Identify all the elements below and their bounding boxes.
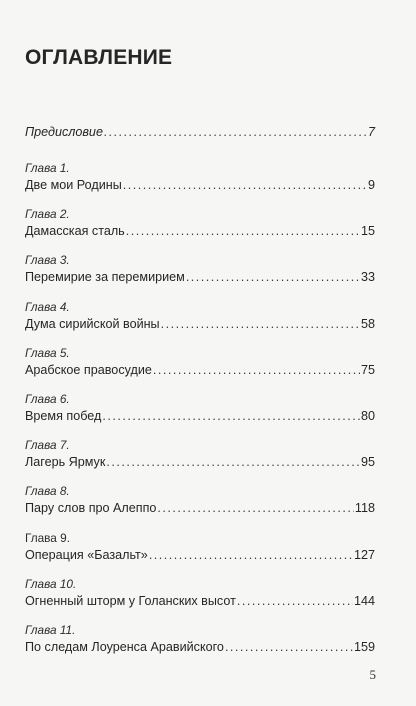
dot-leader bbox=[153, 361, 360, 379]
toc-entry-chapter-4 bbox=[25, 299, 375, 345]
entry-page: 58 bbox=[360, 316, 375, 331]
entry-page: 75 bbox=[360, 362, 375, 377]
dot-leader bbox=[149, 546, 353, 564]
toc-line bbox=[25, 315, 375, 333]
toc-entry-preface bbox=[25, 123, 375, 160]
entry-title: Лагерь Ярмук bbox=[25, 455, 106, 470]
chapter-label: Глава 9. bbox=[25, 530, 70, 545]
entry-title: Две мои Родины bbox=[25, 178, 122, 192]
toc-entry-chapter-6 bbox=[25, 391, 375, 437]
chapter-label: Глава 7. bbox=[25, 438, 70, 453]
entry-page: 80 bbox=[360, 408, 375, 423]
toc-entry-chapter-10 bbox=[25, 576, 375, 622]
toc-entry-chapter-2 bbox=[25, 206, 375, 252]
toc-entry-chapter-8 bbox=[25, 483, 375, 529]
dot-leader bbox=[102, 407, 360, 425]
dot-leader bbox=[123, 176, 367, 194]
entry-title: Пару слов про Алеппо bbox=[25, 501, 157, 516]
toc-entry-chapter-9 bbox=[25, 530, 375, 576]
toc-line bbox=[25, 592, 375, 610]
entry-page: 127 bbox=[353, 547, 375, 562]
toc-line bbox=[25, 361, 375, 379]
dot-leader bbox=[157, 499, 354, 517]
toc-entry-chapter-1 bbox=[25, 160, 375, 206]
toc-line bbox=[25, 407, 375, 425]
dot-leader bbox=[126, 222, 360, 240]
entry-page: 118 bbox=[354, 501, 375, 516]
chapter-label: Глава 8. bbox=[25, 484, 70, 499]
page-number: 5 bbox=[369, 667, 376, 682]
entry-page: 9 bbox=[367, 178, 375, 192]
table-of-contents bbox=[25, 117, 375, 668]
entry-page: 95 bbox=[360, 455, 375, 470]
entry-title: Арабское правосудие bbox=[25, 362, 152, 377]
toc-line bbox=[25, 453, 375, 471]
toc-entry-chapter-11 bbox=[25, 622, 375, 668]
entry-title: Предисловие bbox=[25, 125, 103, 139]
page-title: ОГЛАВЛЕНИЕ bbox=[25, 46, 173, 69]
toc-entry-chapter-7 bbox=[25, 437, 375, 483]
toc-line bbox=[25, 268, 375, 286]
dot-leader bbox=[186, 268, 360, 286]
entry-title: Дамасская сталь bbox=[25, 224, 125, 239]
toc-entry-chapter-3 bbox=[25, 252, 375, 298]
chapter-label: Глава 3. bbox=[25, 253, 70, 268]
toc-line bbox=[25, 499, 375, 517]
chapter-label: Глава 10. bbox=[25, 576, 77, 591]
chapter-label: Глава 4. bbox=[25, 299, 70, 314]
toc-line bbox=[25, 546, 375, 564]
chapter-label: Глава 2. bbox=[25, 207, 70, 222]
toc-line bbox=[25, 123, 375, 141]
entry-title: Огненный шторм у Голанских высот bbox=[25, 593, 236, 608]
dot-leader bbox=[161, 315, 360, 333]
entry-page: 144 bbox=[353, 593, 375, 608]
entry-title: Дума сирийской войны bbox=[25, 316, 160, 331]
chapter-label: Глава 6. bbox=[25, 391, 70, 406]
toc-line bbox=[25, 222, 375, 240]
entry-title: По следам Лоуренса Аравийского bbox=[25, 639, 224, 654]
chapter-label: Глава 5. bbox=[25, 345, 70, 360]
dot-leader bbox=[106, 453, 360, 471]
toc-line bbox=[25, 176, 375, 194]
chapter-label: Глава 11. bbox=[25, 622, 76, 637]
dot-leader bbox=[104, 123, 367, 141]
entry-page: 7 bbox=[367, 125, 375, 139]
entry-page: 15 bbox=[360, 224, 375, 239]
chapter-label: Глава 1. bbox=[25, 161, 70, 175]
entry-title: Операция «Базальт» bbox=[25, 547, 148, 562]
toc-line bbox=[25, 638, 375, 656]
entry-page: 159 bbox=[353, 639, 375, 654]
toc-entry-chapter-5 bbox=[25, 345, 375, 391]
entry-title: Время побед bbox=[25, 408, 102, 423]
dot-leader bbox=[225, 638, 353, 656]
dot-leader bbox=[237, 592, 353, 610]
entry-title: Перемирие за перемирием bbox=[25, 270, 185, 285]
entry-page: 33 bbox=[360, 270, 375, 285]
